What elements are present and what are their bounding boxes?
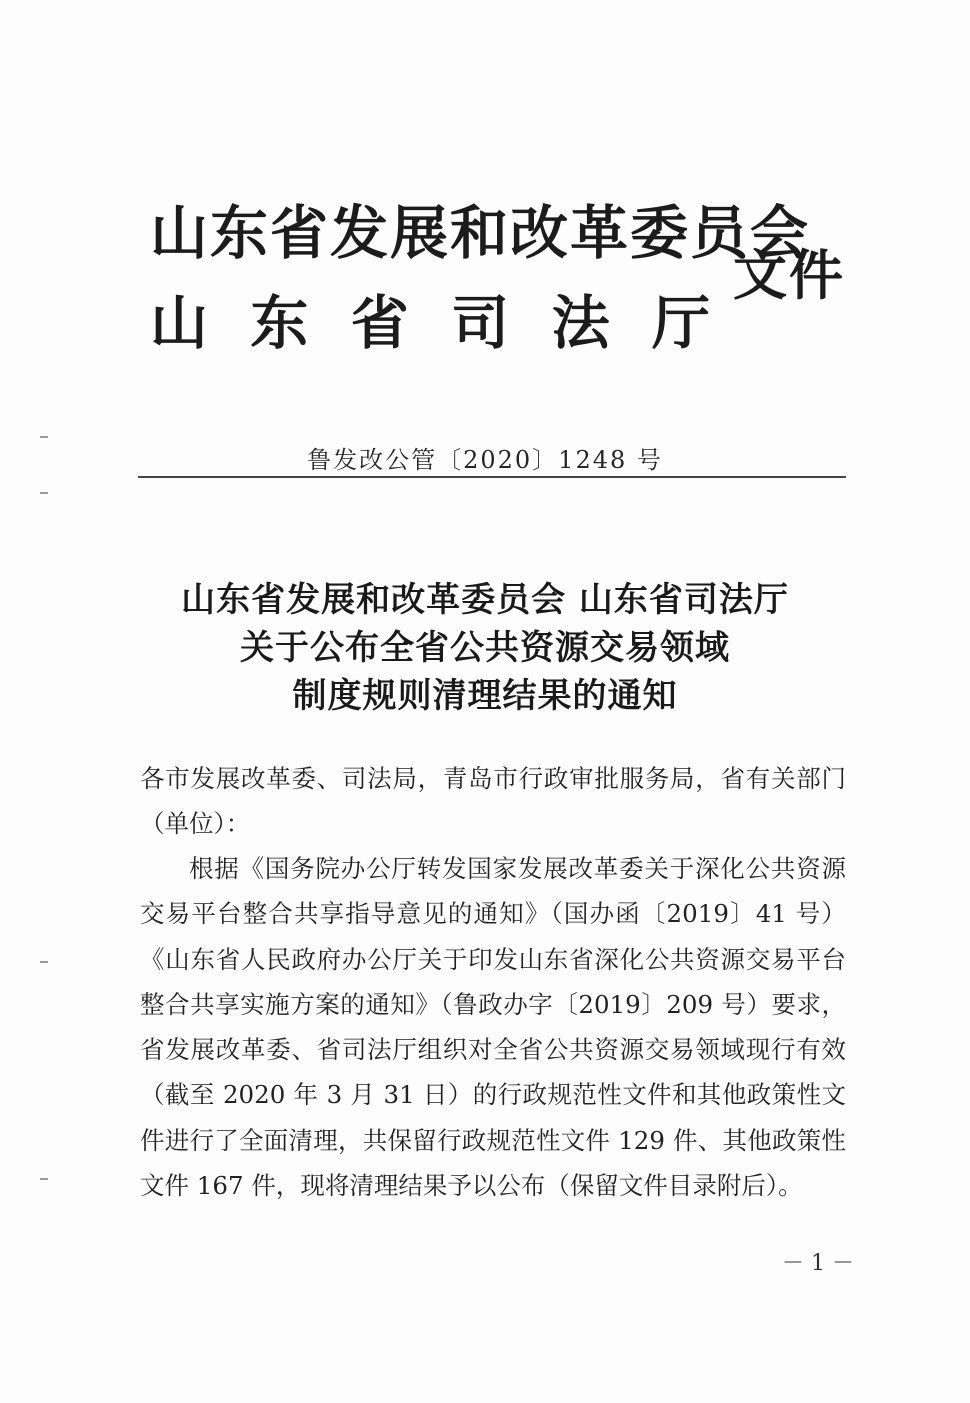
- document-title-line-1: 山东省发展和改革委员会 山东省司法厅: [181, 580, 789, 620]
- scan-mark: [40, 1178, 48, 1180]
- issuing-org-char: 省: [350, 289, 409, 357]
- salutation: 各市发展改革委、司法局，青岛市行政审批服务局，省有关部门（单位）：: [140, 764, 846, 839]
- issuing-org-char: 山: [150, 289, 209, 357]
- issuing-org-char: 东: [250, 289, 309, 357]
- issuing-org-line-2: [150, 276, 710, 360]
- issuing-org-char: 厅: [651, 289, 710, 357]
- document-title-line-2: 关于公布全省公共资源交易领域: [240, 628, 730, 668]
- issuing-org-line-1: 山东省发展和改革委员会: [150, 199, 811, 267]
- scan-mark: [40, 961, 48, 963]
- page-number: － 1 －: [782, 1251, 854, 1276]
- scan-mark: [40, 492, 48, 494]
- document-type-label: 文件: [733, 243, 845, 307]
- document-number: 鲁发改公管〔2020〕1248 号: [307, 446, 663, 474]
- issuing-org-char: 法: [551, 289, 610, 357]
- issuing-org-char: 司: [451, 289, 510, 357]
- body-paragraph: 根据《国务院办公厅转发国家发展改革委关于深化公共资源交易平台整合共享指导意见的通知》（国办函〔2019〕41 号）《山东省人民政府办公厅关于印发山东省深化公共资源交易平台整合共享实施方案的通知》（鲁政办字〔2019〕209 号）要求，省发展改革委、省司法厅组织对全省公共资源交易领域现行有效（截至 2020 年 3 月 31 日）的行政规范性文件和其他政策性文件进行了全面清理，共保留行政规范性文件 129 件、其他政策性文件 167 件，现将清理结果予以公布（保留文件目录附后）。: [140, 854, 846, 1201]
- header-divider: [138, 476, 846, 478]
- document-title-line-3: 制度规则清理结果的通知: [292, 676, 678, 716]
- scan-mark: [40, 436, 48, 438]
